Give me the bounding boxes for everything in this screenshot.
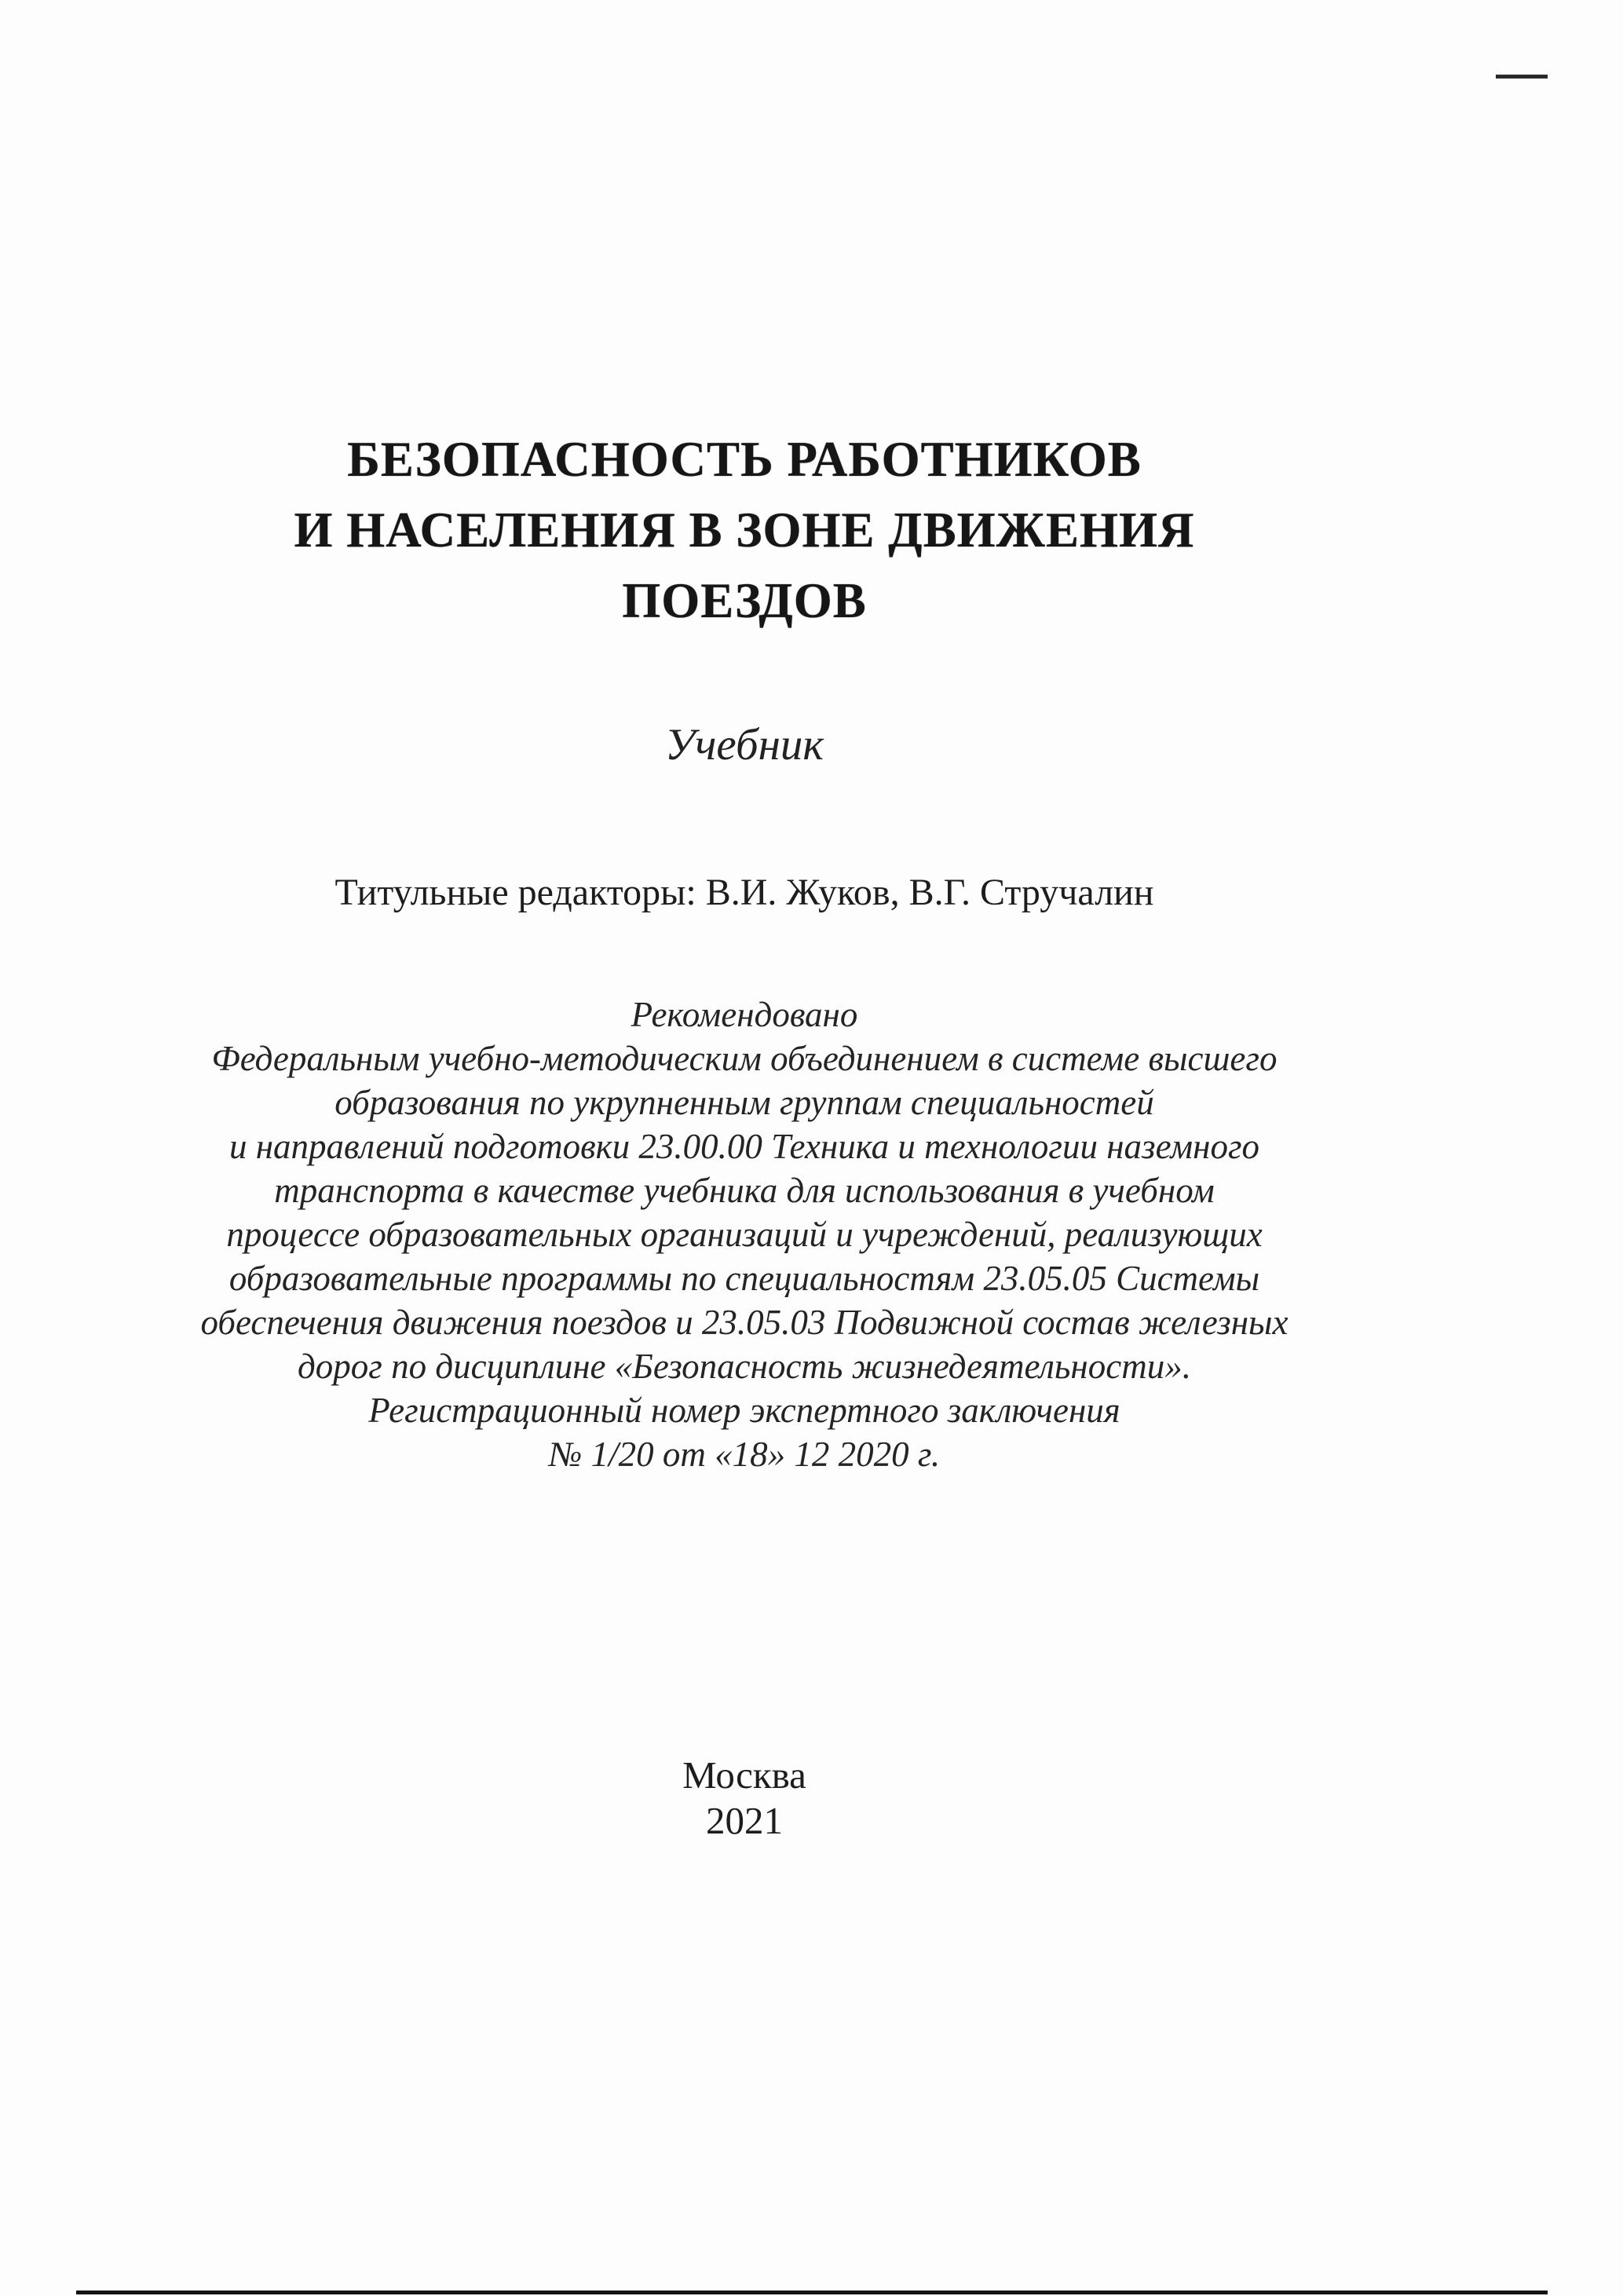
recommendation-line: Регистрационный номер экспертного заключения [368,1391,1120,1430]
recommendation-line: процессе образовательных организаций и учреждений, реализующих [226,1215,1263,1254]
recommendation-line: и направлений подготовки 23.00.00 Техника и технологии наземного [228,1127,1260,1166]
imprint-city: Москва [682,1753,806,1797]
top-right-tick-mark [1496,75,1548,79]
recommendation-line: дорог по дисциплине «Безопасность жизнедеятельности». [298,1347,1191,1386]
book-title-line: ПОЕЗДОВ [622,573,867,628]
recommendation-line: обеспечения движения поездов и 23.05.03 Подвижной состав железных [200,1303,1289,1342]
book-subtitle: Учебник [664,720,824,770]
imprint-block [0,1753,1489,1844]
bottom-edge-rule [76,2291,1548,2294]
recommendation-line: Рекомендовано [631,995,858,1034]
recommendation-line: образования по укрупненным группам специальностей [334,1083,1154,1122]
recommendation-block [0,993,1489,1476]
recommendation-line: № 1/20 от «18» 12 2020 г. [548,1435,941,1474]
book-title-line: БЕЗОПАСНОСТЬ РАБОТНИКОВ [347,432,1142,487]
recommendation-line: Федеральным учебно-методическим объединением в системе высшего [211,1039,1278,1078]
book-title [0,424,1489,636]
recommendation-line: образовательные программы по специальностям 23.05.05 Системы [228,1259,1260,1298]
book-title-line: И НАСЕЛЕНИЯ В ЗОНЕ ДВИЖЕНИЯ [294,503,1195,558]
imprint-year: 2021 [706,1799,783,1842]
recommendation-line: транспорта в качестве учебника для использования в учебном [274,1171,1215,1210]
editors-line: Титульные редакторы: В.И. Жуков, В.Г. Стручалин [334,872,1154,913]
